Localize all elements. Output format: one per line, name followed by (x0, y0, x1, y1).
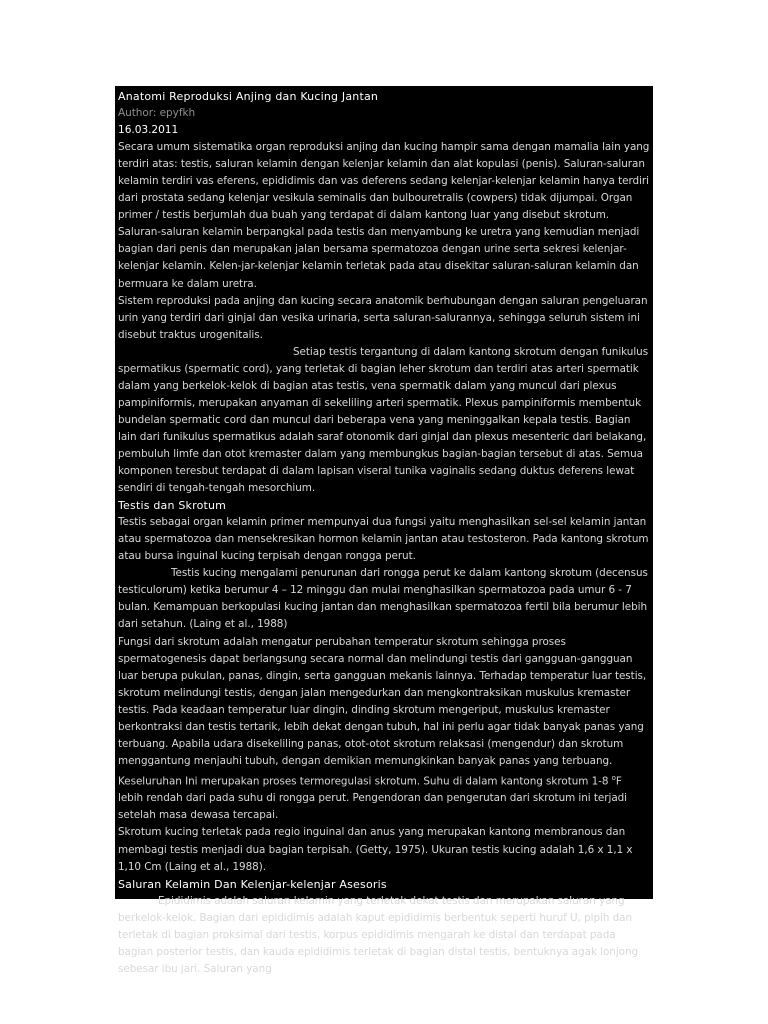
paragraph: Epididimis adalah saluran kelamin yang terletak dekat testis dan merupakan saluran yang berkelok-kelok. Bagian dari epididimis adalah kaput epididimis berbentuk seperti huruf U, pipih dan terletak di bagian proksimal dari testis, korpus epididimis mengarah ke distal dan terdapat pada bagian posterior testis, dan kauda epididimis terletak di bagian distal testis, bentuknya agak lonjong sebesar ibu jari. Saluran yang (118, 894, 639, 975)
paragraph: Testis sebagai organ kelamin primer mempunyai dua fungsi yaitu menghasilkan sel-sel kelamin jantan atau spermatozoa dan mensekresikan hormon kelamin jantan atau testosteron. Pada kantong skrotum atau bursa inguinal kucing terpisah dengan rongga perut. (118, 516, 649, 563)
paragraph: Skrotum kucing terletak pada regio inguinal dan anus yang merupakan kantong membranous dan membagi testis menjadi dua bagian terpisah. (Getty, 1975). Ukuran testis kucing adalah 1,6 x 1,1 x 1,10 Cm (Laing et al., 1988). (118, 826, 633, 873)
paragraph: Secara umum sistematika organ reproduksi anjing dan kucing hampir sama dengan mamalia lain yang terdiri atas: testis, saluran kelamin dengan kelenjar kelamin dan alat kopulasi (penis). Saluran-saluran kelamin terdiri vas eferens, epididimis dan vas deferens sedang kelenjar-kelenjar kelamin hanya terdiri dari prostata sedang kelenjar vesikula seminalis dan bulbouretralis (cowpers) tidak dijumpai. Organ primer / testis berjumlah dua buah yang terdapat di dalam kantong luar yang disebut skrotum. (118, 141, 650, 222)
paragraph-text: F lebih rendah dari pada suhu di rongga perut. Pengendoran dan pengerutan dari skrotum ini terjadi setelah masa dewasa tercapai. (118, 775, 628, 822)
document-author: Author: epyfkh (118, 107, 196, 120)
document-body (115, 86, 653, 978)
document-title: Anatomi Reproduksi Anjing dan Kucing Jantan (118, 90, 379, 103)
paragraph: Testis kucing mengalami penurunan dari rongga perut ke dalam kantong skrotum (decensus testiculorum) ketika berumur 4 – 12 minggu dan mulai menghasilkan spermatozoa pada umur 6 - 7 bulan. Kemampuan berkopulasi kucing jantan dan menghasilkan spermatozoa fertil bila berumur lebih dari setahun. (Laing et al., 1988) (118, 567, 648, 631)
paragraph: Saluran-saluran kelamin berpangkal pada testis dan menyambung ke uretra yang kemudian menjadi bagian dari penis dan merupakan jalan bersama spermatozoa dengan urine serta sekresi kelenjar-kelenjar kelamin. Kelen-jar-kelenjar kelamin terletak pada atau disekitar saluran-saluran kelamin dan bermuara ke dalam uretra. (118, 226, 640, 290)
document-date: 16.03.2011 (118, 124, 179, 137)
paragraph (118, 634, 650, 825)
paragraph: Setiap testis tergantung di dalam kantong skrotum dengan funikulus spermatikus (spermatic cord), yang terletak di bagian leher skrotum dan terdiri atas arteri spermatik dalam yang berkelok-kelok di bagian atas testis, vena spermatik dalam yang muncul dari plexus pampiniformis, merupakan anyaman di sekeliling arteri spermatik. Plexus pampiniformis membentuk bundelan spermatic cord dan muncul dari beberapa vena yang meninggalkan kepala testis. Bagian lain dari funikulus spermatikus adalah saraf otonomik dari ginjal dan plexus mesenteric dari belakang, pembuluh limfe dan otot kremaster dalam yang membungkus bagian-bagian tersebut di atas. Semua komponen teresbut terdapat di dalam lapisan viseral tunika vaginalis sedang duktus deferens lewat sendiri di tengah-tengah mesorchium. (118, 345, 649, 495)
degree-superscript: o (611, 773, 616, 782)
section-heading-testis: Testis dan Skrotum (118, 499, 227, 513)
document-page (115, 86, 653, 975)
paragraph-text: Fungsi dari skrotum adalah mengatur perubahan temperatur skrotum sehingga proses spermatogenesis dapat berlangsung secara normal dan melindungi testis dari gangguan-gangguan luar berupa pukulan, panas, dingin, serta gangguan mekanis lainnya. Terhadap temperatur luar testis, skrotum melindungi testis, dengan jalan mengedurkan dan mengkontraksikan muskulus kremaster testis. Pada keadaan temperatur luar dingin, dinding skrotum mengeriput, muskulus kremaster berkontraksi dan testis tertarik, lebih dekat dengan tubuh, hal ini perlu agar tidak banyak panas yang terbuang. Apabila udara disekeliling panas, otot-otot skrotum relaksasi (mengendur) dan skrotum menggantung menjauhi tubuh, dengan demikian memungkinkan banyak panas yang terbuang. Keseluruhan Ini merupakan proses termoregulasi skrotum. Suhu di dalam kantong skrotum 1-8 (118, 635, 647, 788)
paragraph: Sistem reproduksi pada anjing dan kucing secara anatomik berhubungan dengan saluran pengeluaran urin yang terdiri dari ginjal dan vesika urinaria, serta saluran-salurannya, sehingga seluruh sistem ini disebut traktus urogenitalis. (118, 294, 648, 341)
section-heading-saluran: Saluran Kelamin Dan Kelenjar-kelenjar Asesoris (118, 877, 387, 891)
